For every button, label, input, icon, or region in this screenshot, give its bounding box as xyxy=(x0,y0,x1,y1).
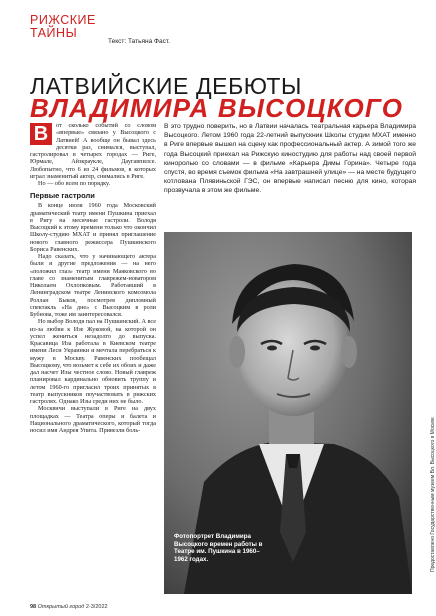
drop-cap: В xyxy=(30,123,52,145)
body-paragraph-4: Москвичи выступали в Риге на двух площадках — Театра оперы и балета и Национального драматического, который тогда носил имя Андрея Упита. Привезли боль- xyxy=(30,405,156,434)
article-title-line-2: ВЛАДИМИРА ВЫСОЦКОГО xyxy=(30,93,404,123)
body-paragraph-1: В конце июля 1960 года Московский драматический театр имени Пушкина приехал в Ригу на месячные гастроли. Володя Высоцкий к этому времени только что окончил Школу-студию МХАТ и принял приглашение нового главного режиссера Пушкинского Бориса Равенских. xyxy=(30,202,156,253)
section-subheading: Первые гастроли xyxy=(30,191,95,201)
page-footer xyxy=(30,604,108,610)
rubric-label xyxy=(30,14,96,39)
left-text-column xyxy=(30,122,156,434)
issue-number: 2-3/2022 xyxy=(85,604,108,610)
article-title-line-1: ЛАТВИЙСКИЕ ДЕБЮТЫ xyxy=(30,73,302,99)
body-paragraph-2: Надо сказать, что у начинающего актера были и другие предложения — на него «положил глаз» театр имени Маяковского во главе со знаменитым главрежем-новатором Николаем Охлопковым. Работавший в Ленинградском театре Ленинского комсомола Роллан Быков, посмотрев дипломный спектакль «На дне» с Высоцким в роли Бубнова, тоже им заинтересовался. xyxy=(30,253,156,318)
photo-caption: Фотопортрет Владимира Высоцкого времен работы в Театре им. Пушкина в 1960–1962 годах. xyxy=(174,533,263,563)
rubric-line-2: ТАЙНЫ xyxy=(30,25,78,40)
rubric-line-1: РИЖСКИЕ xyxy=(30,13,96,27)
intro-paragraph: от сколько событий со словом «впервые» связано у Высоцкого с Латвией! А вообще он бывал здесь десятки раз, снимался, выступал, гастролировал в четырех городах — Риге, Юрмале, Айзкраукле, Даугавпилсе. Любопытно, что 6 из 24 фильмов, в которых играл знаменитый актер, снимались в Риге. xyxy=(30,122,156,180)
magazine-name: Открытый город xyxy=(37,604,85,610)
photo-credit: Предоставлено Государственным музеем Вл. Высоцкого в Москве xyxy=(430,417,436,572)
body-paragraph-3: Но выбор Володя пал на Пушкинский. А все из-за любви к Изе Жуковой, на которой он успел жениться незадолго до выпуска. Красавица Иза работала в Киевском театре имени Леси Украинки и мечтала перебраться к мужу в Москву. Равенских пообещал Высоцкому, что возьмет к себе их обоих и даже дал насчет Изы честное слово. Новый главреж планировал кардинально обновить труппу и летом 1960-го пригласил троих принятых в театр выпускников поучаствовать в рижских гастролях. Однако Изы среди них не было. xyxy=(30,318,156,405)
right-column-paragraph: В это трудно поверить, но в Латвии началась театральная карьера Владимира Высоцкого. Летом 1960 года 22-летний выпускник Школы студии МХАТ именно в Риге впервые вышел на сцену как профессиональный актер. А зимой того же года Высоцкий приехал на Рижскую киностудию для работы над своей первой киноролью со словами — в фильме «Карьера Димы Горина». Четыре года спустя, во время съемок фильма «На завтрашней улице» — на месте будущего котлована Плявиньской ГЭС, он впервые написал песню для кино, которая прозвучала в этом же фильме. xyxy=(164,123,416,195)
right-text-column xyxy=(164,122,416,196)
author-credit: Текст: Татьяна Фаст. xyxy=(108,38,170,45)
intro-paragraph-2: Но — обо всем по порядку. xyxy=(38,180,111,187)
page-number: 98 xyxy=(30,604,37,610)
